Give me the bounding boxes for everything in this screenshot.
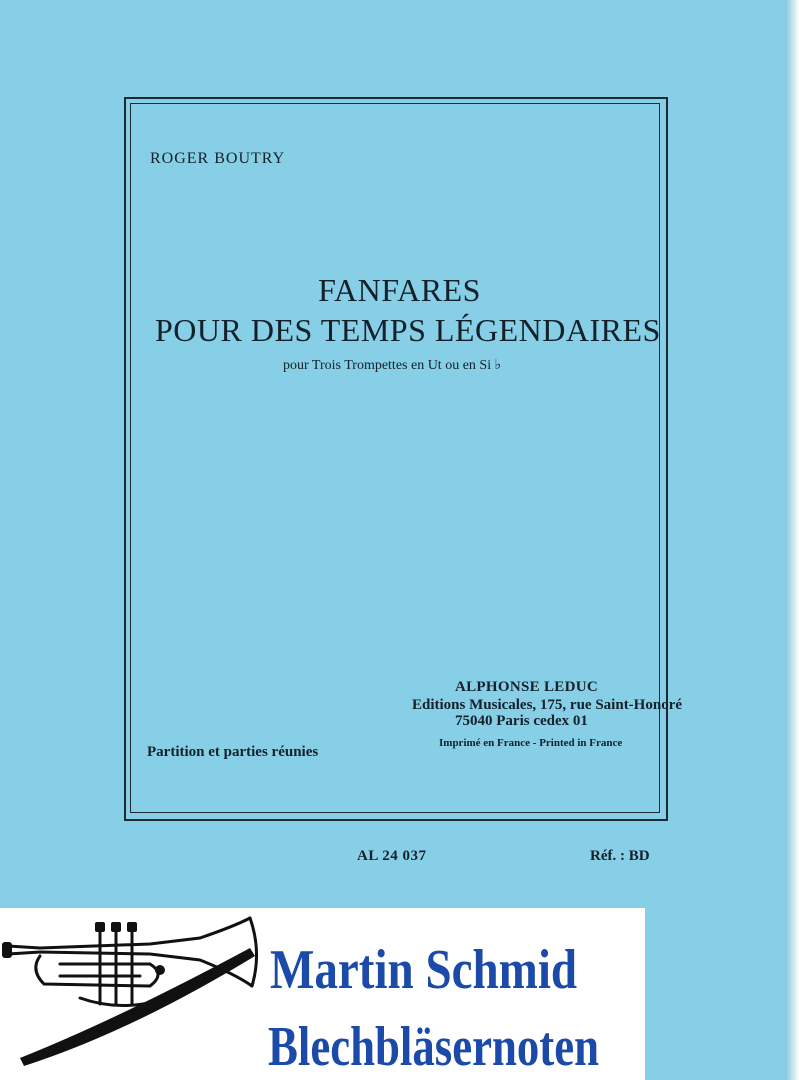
title-line-1: FANFARES	[318, 272, 481, 308]
cover-edge	[785, 0, 799, 1080]
catalog-number: AL 24 037	[357, 848, 427, 864]
publisher-name: ALPHONSE LEDUC	[455, 679, 598, 695]
reference-code: Réf. : BD	[590, 848, 650, 864]
instrumentation-subtitle: pour Trois Trompettes en Ut ou en Si ♭	[283, 358, 502, 373]
brand-line-2: Blechbläsernoten	[268, 1016, 600, 1078]
title-line-2: POUR DES TEMPS LÉGENDAIRES	[155, 312, 661, 348]
trumpet-icon	[0, 908, 275, 1080]
composer-name: ROGER BOUTRY	[150, 150, 286, 167]
publisher-city: 75040 Paris cedex 01	[455, 713, 588, 729]
publisher-address: Editions Musicales, 175, rue Saint-Honoré	[412, 697, 683, 713]
brand-line-1: Martin Schmid	[270, 939, 578, 1001]
edition-note: Partition et parties réunies	[147, 744, 319, 760]
flat-sign: ♭	[494, 358, 502, 373]
printed-in-france: Imprimé en France - Printed in France	[439, 737, 623, 749]
